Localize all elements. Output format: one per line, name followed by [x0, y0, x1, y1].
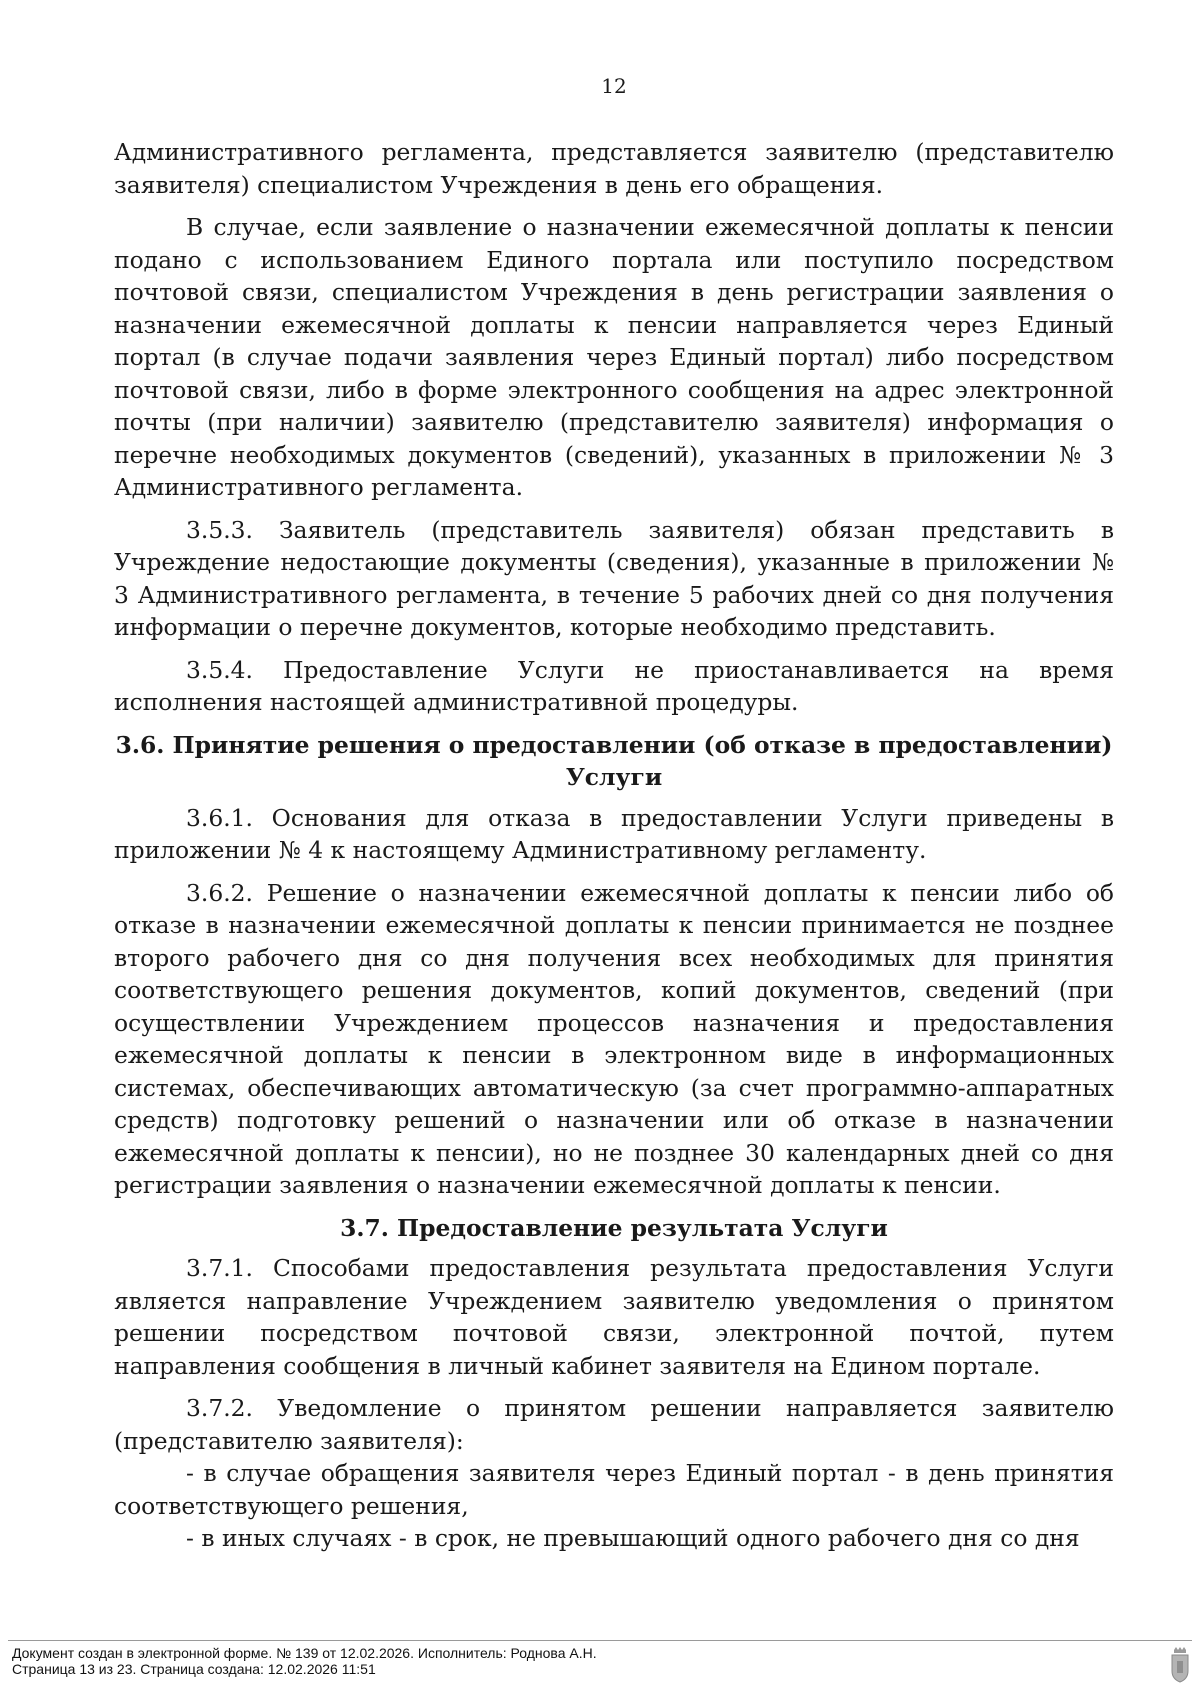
paragraph-3-6-1: 3.6.1. Основания для отказа в предоставлении Услуги приведены в приложении № 4 к настоящему Административному регламенту. — [114, 803, 1114, 864]
footer-page-info: Страница 13 из 23. Страница создана: 12.02.2026 11:51 — [12, 1661, 376, 1677]
list-item-other-cases: - в иных случаях - в срок, не превышающий одного рабочего дня со дня — [186, 1524, 1080, 1552]
document-body — [114, 136, 1114, 1555]
paragraph-electronic-submission: В случае, если заявление о назначении ежемесячной доплаты к пенсии подано с использованием Единого портала или поступило посредством почтовой связи, специалистом Учреждения в день регистрации заявления о назначении ежемесячной доплаты к пенсии направляется через Единый портал (в случае подачи заявления через Единый портал) либо посредством почтовой связи, либо в форме электронного сообщения на адрес электронной почты (при наличии) заявителю (представителю заявителя) информация о перечне необходимых документов (сведений), указанных в приложении № 3 Административного регламента. — [114, 213, 1114, 501]
paragraph-3-5-3: 3.5.3. Заявитель (представитель заявителя) обязан представить в Учреждение недостающие документы (сведения), указанные в приложении № 3 Административного регламента, в течение 5 рабочих дней со дня получения информации о перечне документов, которые необходимо представить. — [114, 515, 1114, 641]
paragraph-3-5-4: 3.5.4. Предоставление Услуги не приостанавливается на время исполнения настоящей административной процедуры. — [114, 655, 1114, 716]
paragraph-continuation: Административного регламента, представляется заявителю (представителю заявителя) специалистом Учреждения в день его обращения. — [114, 138, 1114, 199]
section-heading-3-6: 3.6. Принятие решения о предоставлении (об отказе в предоставлении) Услуги — [115, 730, 1113, 791]
footer-divider — [8, 1640, 1192, 1641]
section-heading-3-7: 3.7. Предоставление результата Услуги — [340, 1213, 888, 1242]
paragraph-3-7-1: 3.7.1. Способами предоставления результата предоставления Услуги является направление Учреждением заявителю уведомления о принятом решении посредством почтовой связи, электронной почтой, путем направления сообщения в личный кабинет заявителя на Едином портале. — [114, 1254, 1114, 1380]
paragraph-3-7-2: 3.7.2. Уведомление о принятом решении направляется заявителю (представителю заявителя): — [114, 1394, 1114, 1455]
footer-document-info: Документ создан в электронной форме. № 139 от 12.02.2026. Исполнитель: Роднова А.Н. — [12, 1645, 597, 1661]
list-item-portal: - в случае обращения заявителя через Единый портал - в день принятия соответствующего решения, — [114, 1459, 1114, 1520]
document-footer — [12, 1645, 597, 1677]
paragraph-3-6-2: 3.6.2. Решение о назначении ежемесячной доплаты к пенсии либо об отказе в назначении ежемесячной доплаты к пенсии принимается не позднее второго рабочего дня со дня получения всех необходимых для принятия соответствующего решения документов, копий документов, сведений (при осуществлении Учреждением процессов назначения и предоставления ежемесячной доплаты к пенсии в электронном виде в информационных системах, обеспечивающих автоматическую (за счет программно-аппаратных средств) подготовку решений о назначении или об отказе в назначении ежемесячной доплаты к пенсии), но не позднее 30 календарных дней со дня регистрации заявления о назначении ежемесячной доплаты к пенсии. — [114, 878, 1114, 1199]
coat-of-arms-icon — [1170, 1647, 1190, 1683]
page-number: 12 — [601, 74, 627, 98]
